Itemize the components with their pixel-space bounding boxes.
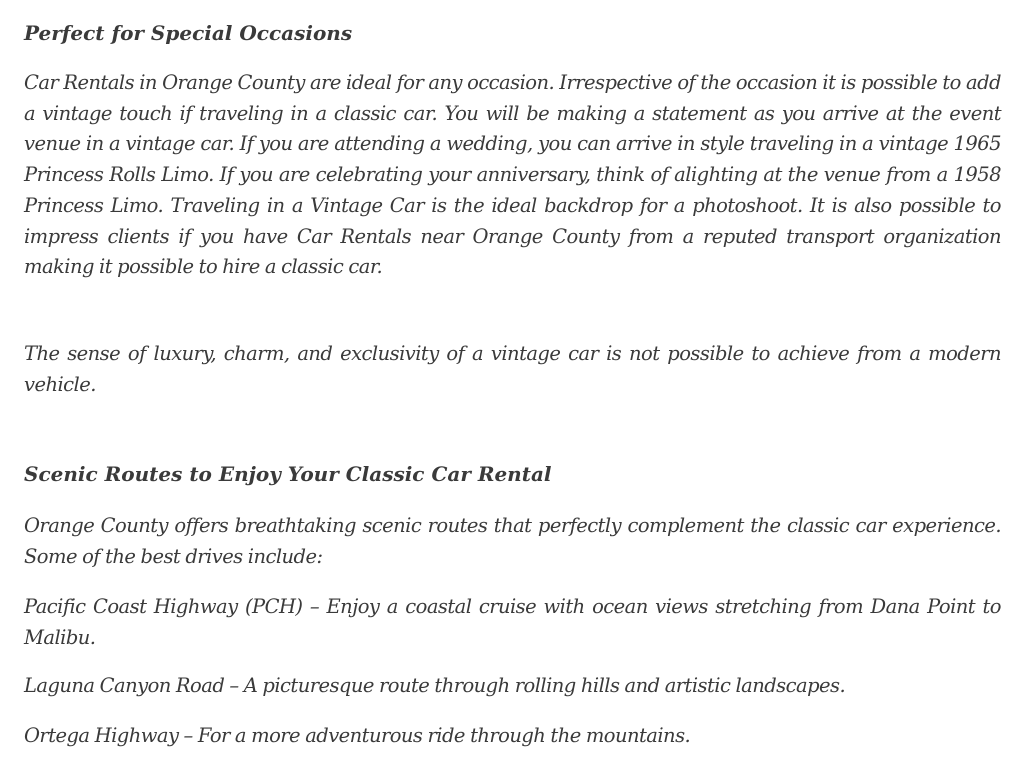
paragraph-route-ortega: Ortega Highway – For a more adventurous ride through the mountains.: [24, 724, 691, 747]
paragraph-route-laguna: Laguna Canyon Road – A picturesque route through rolling hills and artistic landscapes.: [24, 674, 846, 697]
paragraph-route-pch: Pacific Coast Highway (PCH) – Enjoy a coastal cruise with ocean views stretching from Dana Point to Malibu.: [24, 595, 1001, 649]
paragraph-occasions-intro: Car Rentals in Orange County are ideal for any occasion. Irrespective of the occasion it is possible to add a vintage touch if traveling in a classic car. You will be making a statement as you arrive at the event venue in a vintage car. If you are attending a wedding, you can arrive in style traveling in a vintage 1965 Princess Rolls Limo. If you are celebrating your anniversary, think of alighting at the venue from a 1958 Princess Limo. Traveling in a Vintage Car is the ideal backdrop for a photoshoot. It is also possible to impress clients if you have Car Rentals near Orange County from a reputed transport organization making it possible to hire a classic car.: [24, 71, 1001, 279]
section-heading-scenic-routes: Scenic Routes to Enjoy Your Classic Car Rental: [24, 462, 552, 486]
paragraph-luxury-charm: The sense of luxury, charm, and exclusivity of a vintage car is not possible to achieve from a modern vehicle.: [24, 342, 1001, 396]
section-heading-special-occasions: Perfect for Special Occasions: [24, 21, 353, 45]
paragraph-scenic-intro: Orange County offers breathtaking scenic routes that perfectly complement the classic car experience. Some of the best drives include:: [24, 514, 1001, 568]
